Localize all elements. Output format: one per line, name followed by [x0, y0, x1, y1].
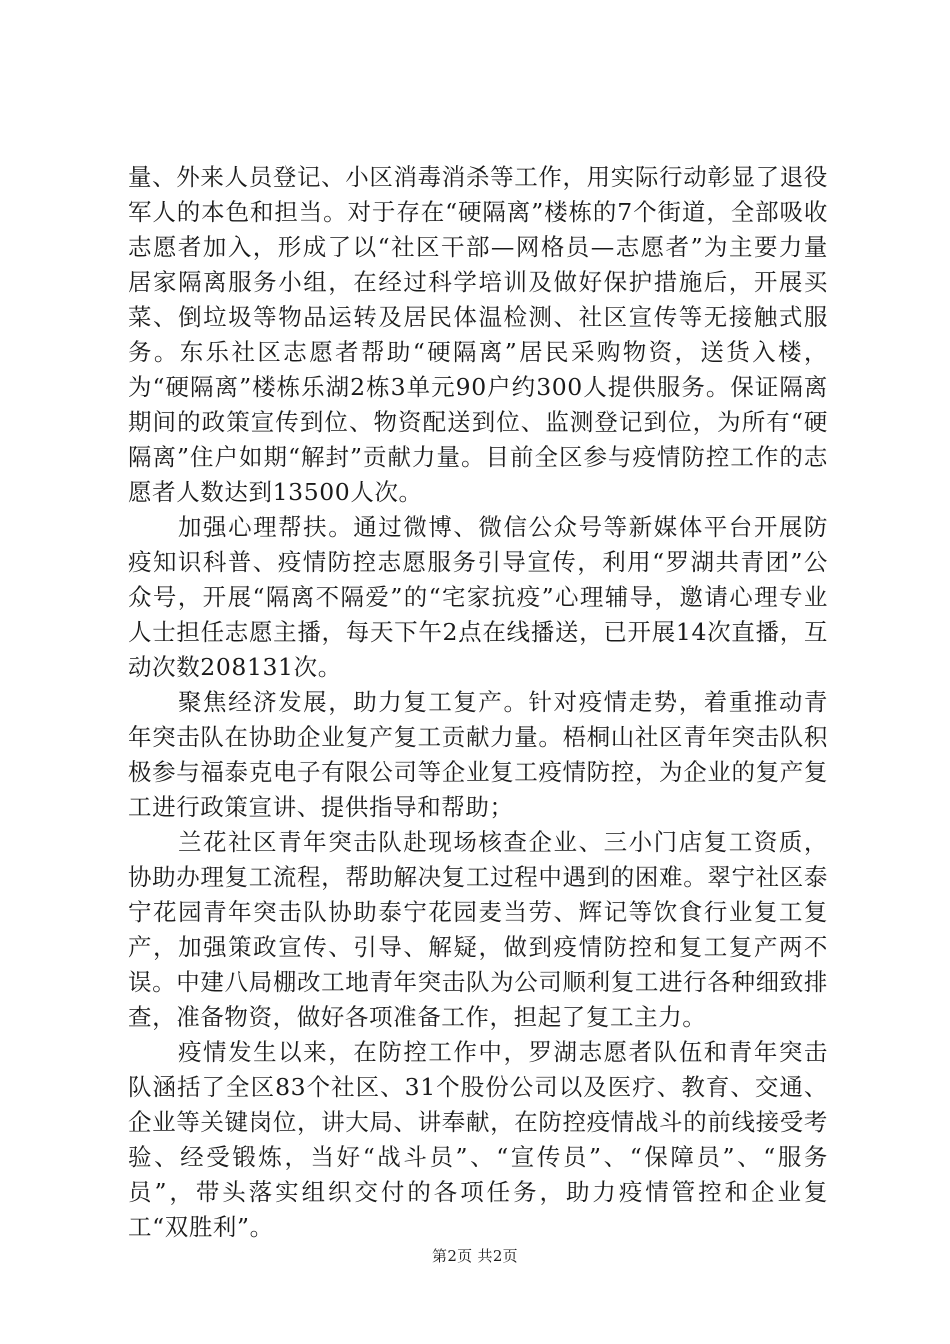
paragraph-economic-recovery: 聚焦经济发展，助力复工复产。针对疫情走势，着重推动青年突击队在协助企业复产复工贡献力量。梧桐山社区青年突击队积极参与福泰克电子有限公司等企业复工疫情防控，为企业的复产复工进行政策宣讲、提供指导和帮助； [128, 688, 828, 821]
page-number-footer: 第2页 共2页 [432, 1247, 518, 1265]
paragraph-summary: 疫情发生以来，在防控工作中，罗湖志愿者队伍和青年突击队涵括了全区83个社区、31个股份公司以及医疗、教育、交通、企业等关键岗位，讲大局、讲奉献，在防控疫情战斗的前线接受考验、经受锻炼，当好“战斗员”、“宣传员”、“保障员”、“服务员”，带头落实组织交付的各项任务，助力疫情管控和企业复工“双胜利”。 [128, 1038, 828, 1241]
document-body [128, 160, 828, 1245]
paragraph-psychological-support: 加强心理帮扶。通过微博、微信公众号等新媒体平台开展防疫知识科普、疫情防控志愿服务引导宣传，利用“罗湖共青团”公众号，开展“隔离不隔爱”的“宅家抗疫”心理辅导，邀请心理专业人士担任志愿主播，每天下午2点在线播送，已开展14次直播，互动次数208131次。 [128, 513, 828, 681]
paragraph-community-commando: 兰花社区青年突击队赴现场核查企业、三小门店复工资质，协助办理复工流程，帮助解决复工过程中遇到的困难。翠宁社区泰宁花园青年突击队协助泰宁花园麦当劳、辉记等饮食行业复工复产，加强策政宣传、引导、解疑，做到疫情防控和复工复产两不误。中建八局棚改工地青年突击队为公司顺利复工进行各种细致排查，准备物资，做好各项准备工作，担起了复工主力。 [128, 828, 828, 1031]
paragraph-continued: 量、外来人员登记、小区消毒消杀等工作，用实际行动彰显了退役军人的本色和担当。对于存在“硬隔离”楼栋的7个街道，全部吸收志愿者加入，形成了以“社区干部—网格员—志愿者”为主要力量居家隔离服务小组，在经过科学培训及做好保护措施后，开展买菜、倒垃圾等物品运转及居民体温检测、社区宣传等无接触式服务。东乐社区志愿者帮助“硬隔离”居民采购物资，送货入楼，为“硬隔离”楼栋乐湖2栋3单元90户约300人提供服务。保证隔离期间的政策宣传到位、物资配送到位、监测登记到位，为所有“硬隔离”住户如期“解封”贡献力量。目前全区参与疫情防控工作的志愿者人数达到13500人次。 [128, 163, 828, 506]
